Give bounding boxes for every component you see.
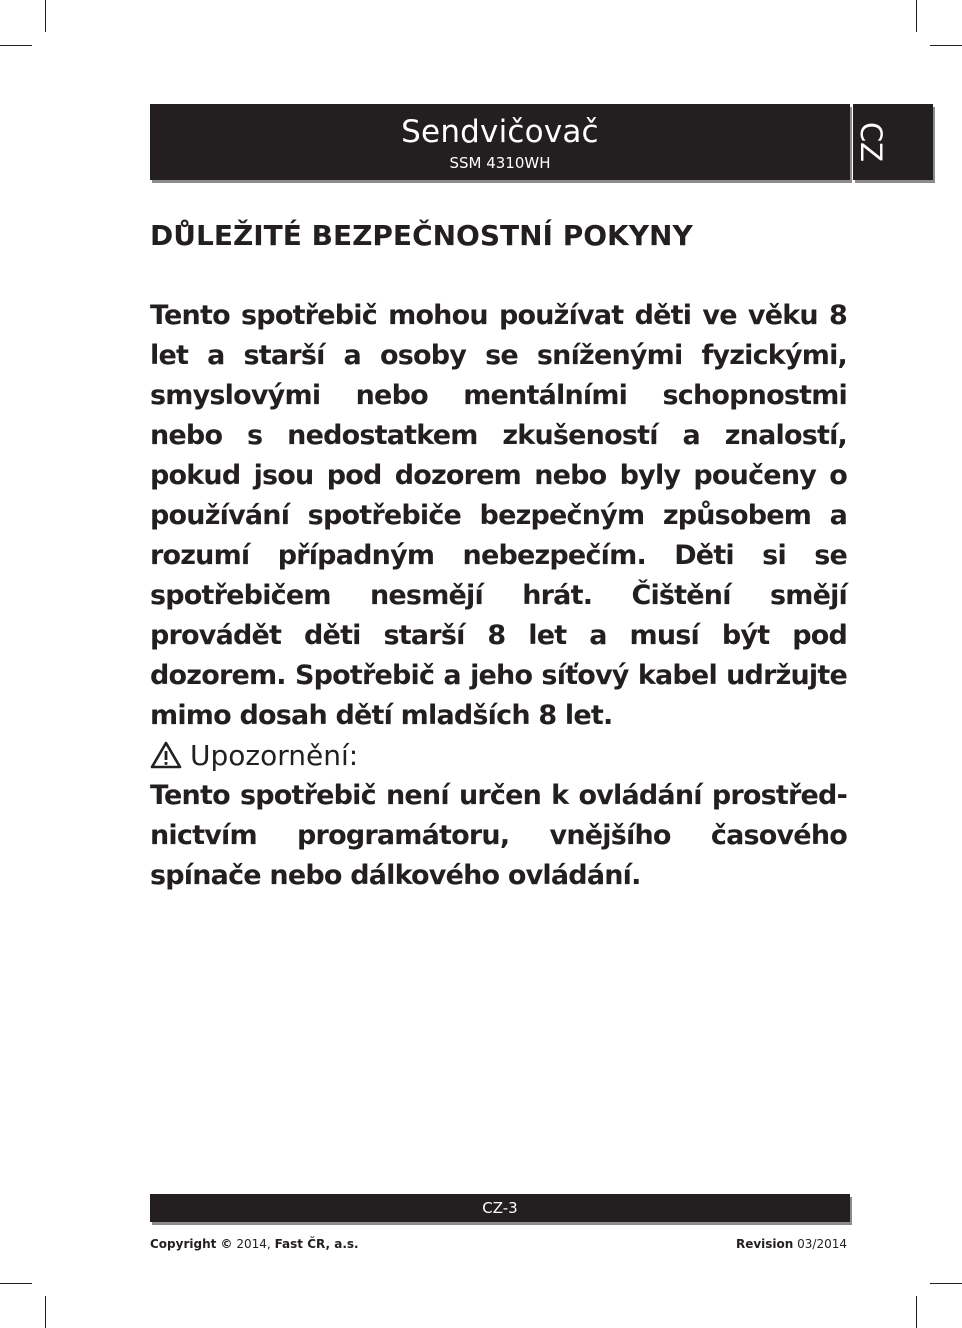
crop-mark: [916, 0, 917, 32]
language-code: CZ: [854, 121, 888, 163]
warning-triangle-icon: [150, 741, 182, 769]
title-bar: [150, 104, 850, 180]
crop-mark: [0, 45, 32, 46]
crop-mark: [0, 1283, 32, 1284]
page-number: CZ-3: [482, 1199, 518, 1217]
crop-mark: [930, 45, 962, 46]
warning-label: [150, 736, 358, 776]
page-number-bar: [150, 1194, 850, 1222]
crop-mark: [45, 1296, 46, 1328]
revision-label: Revision: [735, 1237, 794, 1251]
copyright-label: Copyright ©: [150, 1237, 233, 1251]
warning-paragraph: Tento spotřebič není určen k ovládání prostřed-nictvím programátoru, vnějšího časového spínače nebo dálkového ovládání.: [150, 780, 847, 891]
language-tab: [853, 104, 933, 180]
copyright: [150, 1236, 359, 1252]
copyright-company: Fast ČR, a.s.: [274, 1237, 359, 1251]
crop-mark: [45, 0, 46, 32]
revision-date: 03/2014: [797, 1237, 847, 1251]
crop-mark: [916, 1296, 917, 1328]
warning-label-text: Upozornění:: [190, 739, 359, 772]
copyright-year: 2014,: [236, 1237, 271, 1251]
model-number: SSM 4310WH: [449, 154, 551, 172]
safety-paragraph: Tento spotřebič mohou používat děti ve věku 8 let a starší a osoby se sníženými fyzickými, smyslovými nebo mentálními schopnostmi nebo s nedostatkem zkušeností a znalostí, pokud jsou pod dozorem nebo byly poučeny o používání spotřebiče bezpečným způsobem a rozumí případným nebezpečím. Děti si se spotřebičem nesmějí hrát. Čištění smějí provádět děti starší 8 let a musí být pod dozorem. Spotřebič a jeho síťový kabel udržujte mimo dosah dětí mladších 8 let.: [150, 300, 847, 731]
revision: [736, 1236, 847, 1252]
section-heading: DŮLEŽITÉ BEZPEČNOSTNÍ POKYNY: [150, 219, 693, 252]
crop-mark: [930, 1283, 962, 1284]
product-title: Sendvičovač: [401, 114, 599, 150]
